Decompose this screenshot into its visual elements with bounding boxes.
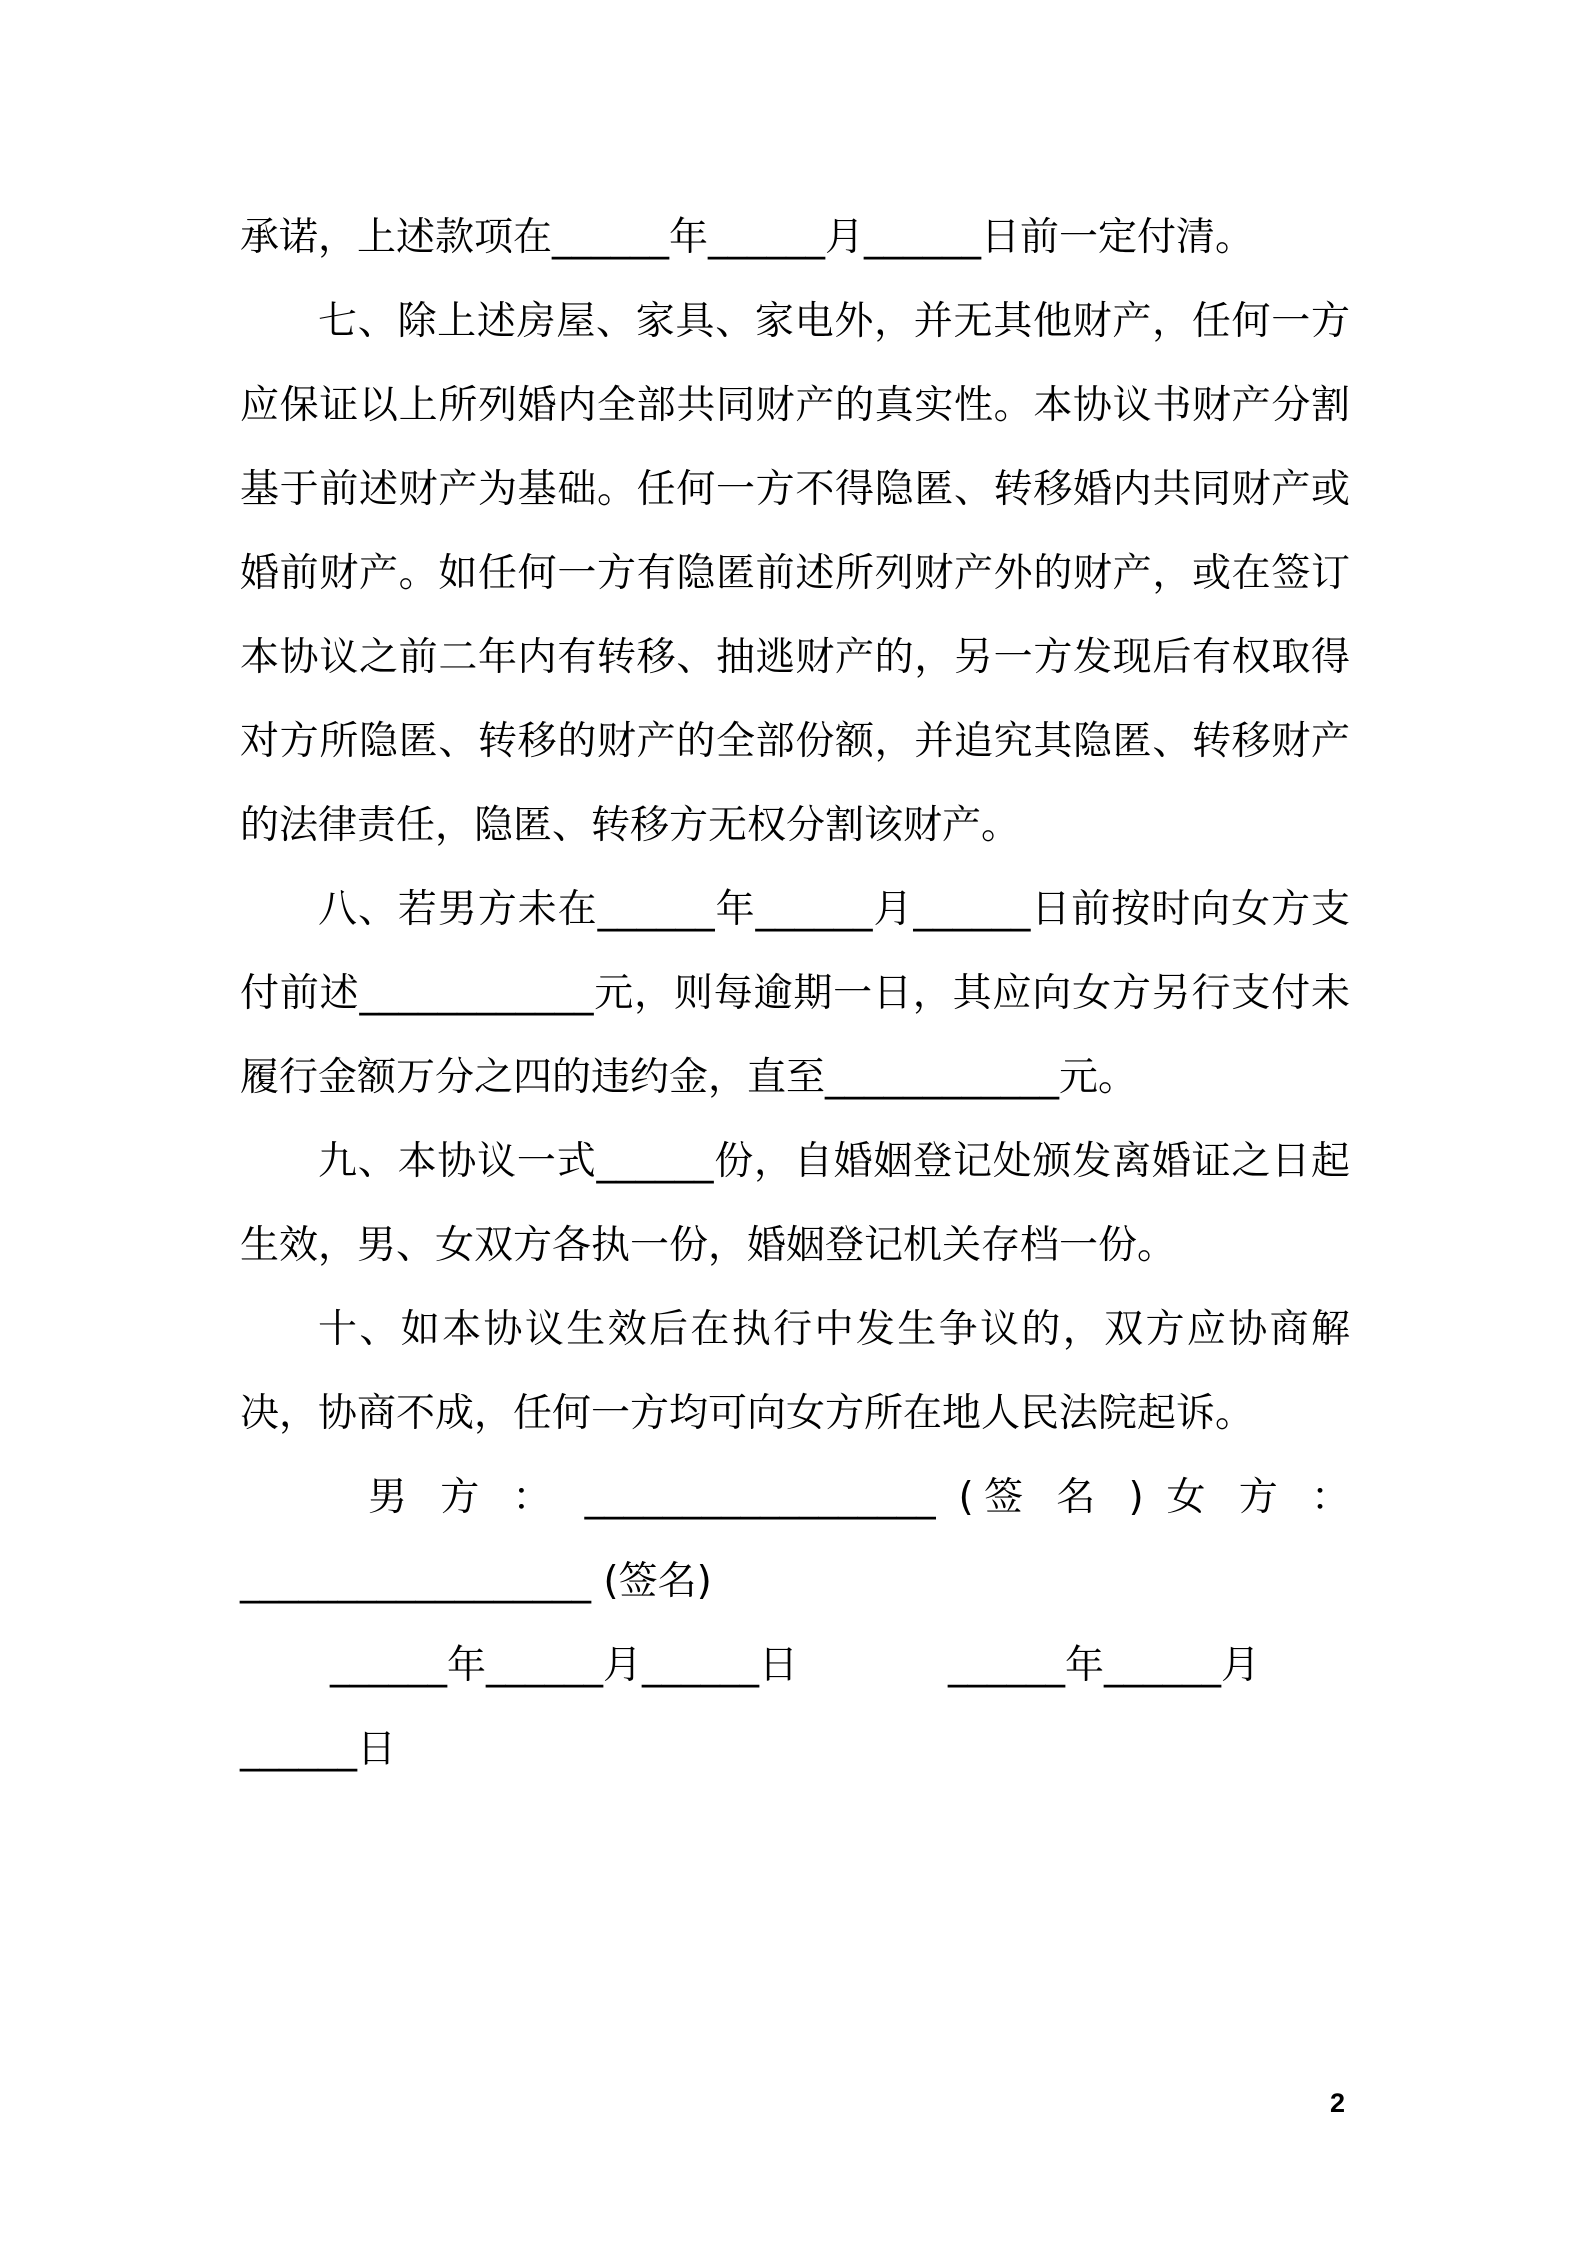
page-number: 2 [1330, 2088, 1346, 2118]
signature-line-female: __________________ (签名) [240, 1559, 712, 1604]
date-male: ______年______月______日 [330, 1643, 799, 1688]
date-line-2: ______日 [240, 1727, 397, 1772]
document-body [240, 196, 1350, 1792]
clause-9: 九、本协议一式______份，自婚姻登记处颁发离婚证之日起生效，男、女双方各执一份，婚姻登记机关存档一份。 [240, 1139, 1350, 1268]
clause-7: 七、除上述房屋、家具、家电外，并无其他财产，任何一方应保证以上所列婚内全部共同财产的真实性。本协议书财产分割基于前述财产为基础。任何一方不得隐匿、转移婚内共同财产或婚前财产。如任何一方有隐匿前述所列财产外的财产，或在签订本协议之前二年内有转移、抽逃财产的，另一方发现后有权取得对方所隐匿、转移的财产的全部份额，并追究其隐匿、转移财产的法律责任，隐匿、转移方无权分割该财产。 [240, 299, 1350, 848]
signature-line-parties: 男 方 ： __________________ (签 名 ) 女 方 ： [368, 1475, 1350, 1520]
clause-10: 十、如本协议生效后在执行中发生争议的，双方应协商解决，协商不成，任何一方均可向女方所在地人民法院起诉。 [240, 1307, 1350, 1436]
date-female-partial: ______年______月 [948, 1643, 1261, 1688]
clause-6-ending: 承诺，上述款项在______年______月______日前一定付清。 [240, 215, 1255, 260]
clause-8: 八、若男方未在______年______月______日前按时向女方支付前述____________元，则每逾期一日，其应向女方另行支付未履行金额万分之四的违约金，直至____________元。 [240, 887, 1350, 1100]
date-line-1 [240, 1624, 1350, 1708]
